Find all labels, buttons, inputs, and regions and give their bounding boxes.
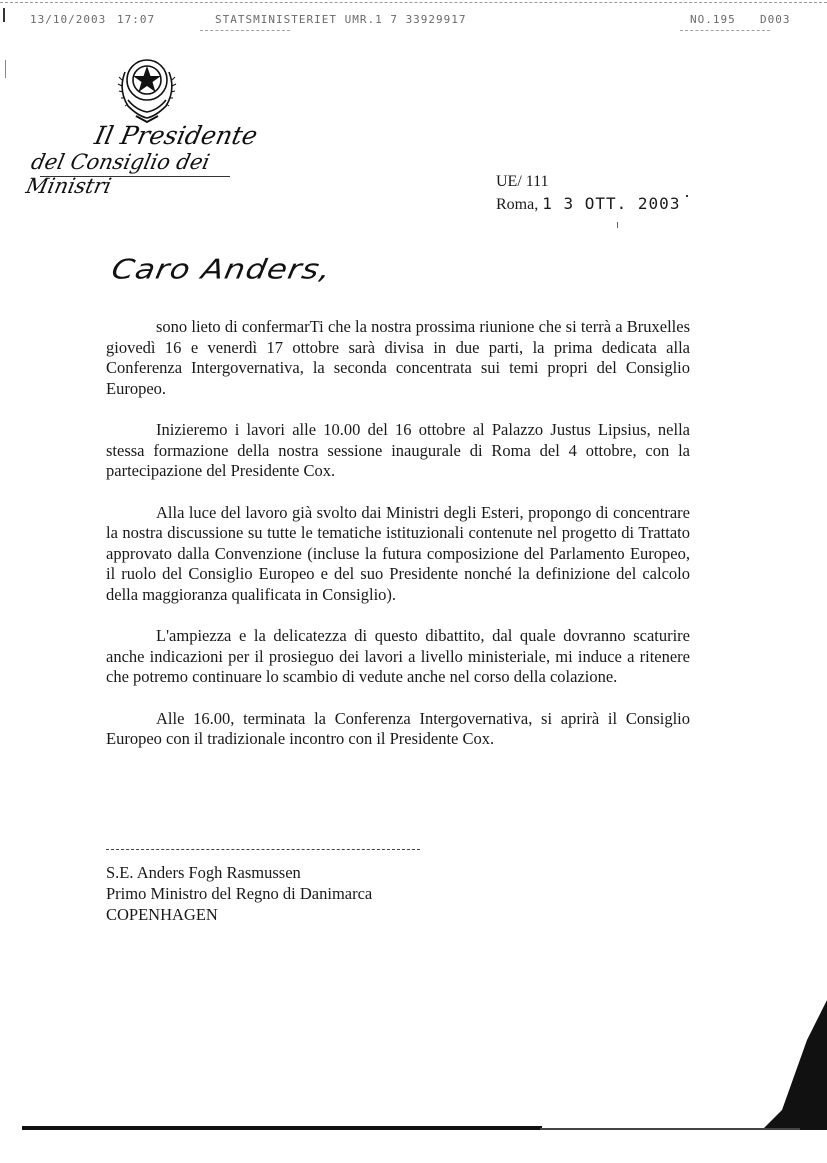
reference-place: Roma,: [496, 196, 539, 213]
body-paragraph: Inizieremo i lavori alle 10.00 del 16 ottobre al Palazzo Justus Lipsius, nella stessa formazione della nostra sessione inaugurale di Roma del 4 ottobre, con la partecipazione del Presidente Cox.: [106, 420, 690, 480]
scan-page-edge: [762, 1000, 827, 1130]
separator-line: [106, 849, 420, 850]
addressee-block: [106, 862, 372, 925]
addressee-city: COPENHAGEN: [106, 905, 218, 924]
body-paragraph: sono lieto di confermarTi che la nostra prossima riunione che si terrà a Bruxelles giovedì 16 e venerdì 17 ottobre sarà divisa in due parti, la prima dedicata alla Conferenza Intergovernativa, la seconda concentrata sui temi propri del Consiglio Europeo.: [106, 317, 690, 398]
italian-republic-emblem-icon: [114, 50, 180, 124]
body-paragraph: L'ampiezza e la delicatezza di questo dibattito, dal quale dovranno scaturire anche indicazioni per il prosieguo dei lavori a livello ministeriale, mi induce a ritenere che potremo continuare lo scambio di vedute anche nel corso della colazione.: [106, 626, 690, 686]
letterhead-title-line2: del Consiglio dei Ministri: [23, 150, 212, 198]
fax-date: 13/10/2003: [30, 13, 107, 26]
addressee-role: Primo Ministro del Regno di Danimarca: [106, 884, 373, 903]
scan-bottom-edge: [540, 1128, 800, 1130]
fax-page: D003: [760, 13, 791, 26]
reference-place-date: [496, 193, 680, 216]
fax-header: [0, 0, 827, 40]
body-paragraph: Alle 16.00, terminata la Conferenza Intergovernativa, si aprirà il Consiglio Europeo con il tradizionale incontro con il Presidente Cox.: [106, 708, 690, 748]
reference-block: [496, 171, 680, 216]
letter-body: [106, 317, 690, 750]
fax-underline: [200, 30, 290, 31]
scan-artifact: [686, 195, 688, 197]
fax-time: 17:07: [117, 13, 156, 26]
letterhead-title-line1: Il Presidente: [92, 121, 261, 150]
fax-underline: [680, 30, 770, 31]
letterhead-underline: [40, 176, 230, 177]
body-paragraph: Alla luce del lavoro già svolto dai Ministri degli Esteri, propongo di concentrare la nostra discussione su tutte le tematiche istituzionali contenute nel progetto di Trattato approvato dalla Convenzione (incluse la futura composizione del Parlamento Europeo, il ruolo del Consiglio Europeo e del suo Presidente nonché la definizione del calcolo della maggioranza qualificata in Consiglio).: [106, 502, 690, 604]
scan-bottom-edge: [22, 1126, 542, 1130]
fax-number: NO.195: [690, 13, 736, 26]
date-stamp: 1 3 OTT. 2003: [542, 194, 681, 213]
fax-top-line: [0, 2, 827, 3]
scan-artifact: [3, 8, 5, 22]
scan-artifact: [5, 60, 6, 78]
addressee-name: S.E. Anders Fogh Rasmussen: [106, 863, 301, 882]
scan-artifact: [617, 222, 618, 228]
letterhead-title: [24, 122, 290, 198]
handwritten-salutation: Caro Anders,: [109, 252, 334, 286]
fax-sender: STATSMINISTERIET UMR.1 7 33929917: [215, 13, 467, 26]
reference-code: UE/ 111: [496, 173, 549, 190]
